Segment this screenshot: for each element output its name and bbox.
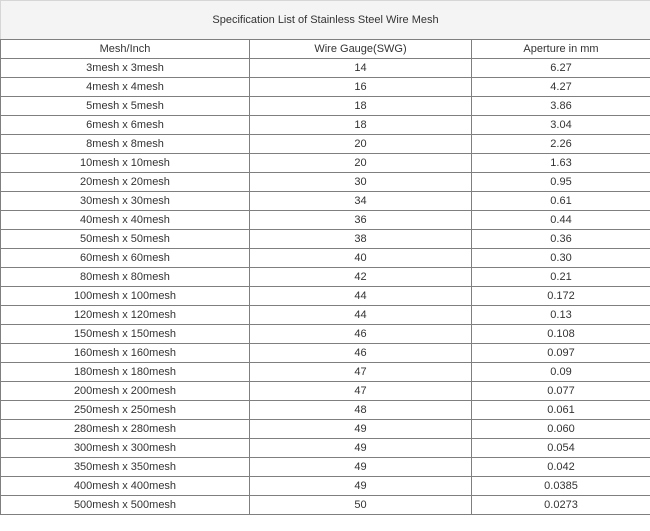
cell-wire-gauge: 49 [250,439,472,458]
cell-mesh-inch: 150mesh x 150mesh [1,325,250,344]
table-row [1,97,650,116]
cell-wire-gauge: 40 [250,249,472,268]
cell-mesh-inch: 500mesh x 500mesh [1,496,250,515]
cell-mesh-inch: 5mesh x 5mesh [1,97,250,116]
cell-wire-gauge: 46 [250,325,472,344]
table-row [1,268,650,287]
table-row [1,439,650,458]
cell-wire-gauge: 42 [250,268,472,287]
cell-wire-gauge: 20 [250,154,472,173]
cell-wire-gauge: 44 [250,287,472,306]
table-row [1,496,650,515]
cell-mesh-inch: 20mesh x 20mesh [1,173,250,192]
header-aperture: Aperture in mm [472,40,650,59]
cell-wire-gauge: 46 [250,344,472,363]
table-row [1,173,650,192]
cell-mesh-inch: 350mesh x 350mesh [1,458,250,477]
cell-mesh-inch: 280mesh x 280mesh [1,420,250,439]
cell-wire-gauge: 18 [250,116,472,135]
cell-mesh-inch: 4mesh x 4mesh [1,78,250,97]
table-row [1,401,650,420]
cell-aperture: 0.097 [472,344,650,363]
cell-wire-gauge: 49 [250,420,472,439]
cell-aperture: 3.04 [472,116,650,135]
cell-wire-gauge: 30 [250,173,472,192]
cell-mesh-inch: 160mesh x 160mesh [1,344,250,363]
table-body [1,59,650,515]
table-row [1,325,650,344]
table-row [1,78,650,97]
title-row [1,1,650,40]
cell-aperture: 0.95 [472,173,650,192]
table-row [1,116,650,135]
cell-aperture: 3.86 [472,97,650,116]
cell-aperture: 0.61 [472,192,650,211]
cell-aperture: 0.09 [472,363,650,382]
cell-aperture: 0.172 [472,287,650,306]
cell-mesh-inch: 80mesh x 80mesh [1,268,250,287]
table-row [1,59,650,78]
cell-aperture: 4.27 [472,78,650,97]
cell-mesh-inch: 8mesh x 8mesh [1,135,250,154]
cell-wire-gauge: 18 [250,97,472,116]
cell-mesh-inch: 200mesh x 200mesh [1,382,250,401]
cell-aperture: 0.060 [472,420,650,439]
cell-mesh-inch: 6mesh x 6mesh [1,116,250,135]
cell-wire-gauge: 16 [250,78,472,97]
table-row [1,135,650,154]
cell-aperture: 0.13 [472,306,650,325]
cell-wire-gauge: 20 [250,135,472,154]
table-row [1,306,650,325]
table-row [1,230,650,249]
table-row [1,192,650,211]
cell-aperture: 0.054 [472,439,650,458]
cell-aperture: 2.26 [472,135,650,154]
cell-aperture: 1.63 [472,154,650,173]
table-row [1,477,650,496]
cell-mesh-inch: 3mesh x 3mesh [1,59,250,78]
cell-wire-gauge: 49 [250,458,472,477]
cell-aperture: 0.108 [472,325,650,344]
table-row [1,344,650,363]
cell-aperture: 6.27 [472,59,650,78]
table-row [1,154,650,173]
table-row [1,363,650,382]
cell-wire-gauge: 34 [250,192,472,211]
cell-mesh-inch: 180mesh x 180mesh [1,363,250,382]
header-wire-gauge: Wire Gauge(SWG) [250,40,472,59]
table-row [1,287,650,306]
cell-wire-gauge: 38 [250,230,472,249]
cell-mesh-inch: 400mesh x 400mesh [1,477,250,496]
cell-wire-gauge: 14 [250,59,472,78]
table-row [1,382,650,401]
cell-aperture: 0.0385 [472,477,650,496]
cell-mesh-inch: 120mesh x 120mesh [1,306,250,325]
cell-mesh-inch: 50mesh x 50mesh [1,230,250,249]
header-row [1,40,650,59]
cell-mesh-inch: 300mesh x 300mesh [1,439,250,458]
header-mesh-inch: Mesh/Inch [1,40,250,59]
cell-mesh-inch: 40mesh x 40mesh [1,211,250,230]
cell-wire-gauge: 48 [250,401,472,420]
cell-mesh-inch: 30mesh x 30mesh [1,192,250,211]
table-row [1,211,650,230]
table-row [1,420,650,439]
table-row [1,249,650,268]
cell-aperture: 0.077 [472,382,650,401]
cell-wire-gauge: 50 [250,496,472,515]
cell-mesh-inch: 250mesh x 250mesh [1,401,250,420]
cell-wire-gauge: 47 [250,363,472,382]
cell-mesh-inch: 60mesh x 60mesh [1,249,250,268]
cell-aperture: 0.061 [472,401,650,420]
cell-mesh-inch: 100mesh x 100mesh [1,287,250,306]
cell-wire-gauge: 47 [250,382,472,401]
cell-mesh-inch: 10mesh x 10mesh [1,154,250,173]
cell-wire-gauge: 36 [250,211,472,230]
cell-wire-gauge: 44 [250,306,472,325]
cell-aperture: 0.36 [472,230,650,249]
cell-aperture: 0.21 [472,268,650,287]
cell-aperture: 0.042 [472,458,650,477]
cell-wire-gauge: 49 [250,477,472,496]
table-row [1,458,650,477]
cell-aperture: 0.44 [472,211,650,230]
cell-aperture: 0.30 [472,249,650,268]
table-title: Specification List of Stainless Steel Wire Mesh [1,1,650,40]
cell-aperture: 0.0273 [472,496,650,515]
